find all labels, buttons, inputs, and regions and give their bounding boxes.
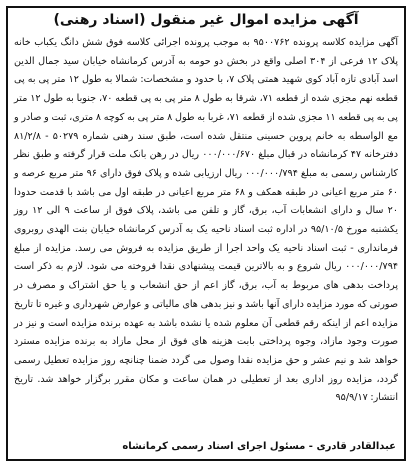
notice-title: آگهی مزایده اموال غیر منقول (اسناد رهنی) [53,12,359,28]
auction-notice [6,6,406,461]
notice-signature: عبدالقادر قادری - مسئول اجرای اسناد رسمی کرمانشاه [122,441,396,452]
notice-body: آگهی مزایده کلاسه پرونده ۹۵۰۰۷۶۲ به موجب پرونده اجرائی کلاسه فوق شش دانگ یکباب خانه پلاک ۱۲ فرعی از ۳۰۴ اصلی واقع در بخش دو حومه به آدرس کرمانشاه خیابان سید جمال الدین اسد آبادی تازه آباد کوی شهید همتی پلاک ۷، با حدود و مشخصات: شمالا به طول ۱۲ متر پی به پی قطعه نهم مجزی شده از قطعه ۷۱، شرقا به طول ۸ متر پی به پی قطعه ۷۰، جنوبا به طول ۱۲ متر پی به پی قطعه ۱۱ مجزی شده از قطعه ۷۱، غربا به طول ۸ متر پی به کوچه ۸ متری، ثبت و صادر و مع الواسطه به خانم پروین حسینی منتقل شده است، طبق سند رهنی شماره ۵۰۲۷۹ - ۸۱/۲/۸ دفترخانه ۴۷ کرمانشاه در قبال مبلغ ۰۰۰/۰۰۰/۶۷۰ ریال در رهن بانک ملت قرار گرفته و طبق نظر کارشناس رسمی به مبلغ ۰۰۰/۰۰۰/۷۹۴ ریال ارزیابی شده و پلاک فوق دارای ۹۶ متر مربع عرصه و ۶۰ متر مربع اعیانی در طبقه همکف و ۶۸ متر مربع اعیانی در طبقه اول می باشد با قدمت حدودا ۲۰ سال و دارای انشعابات آب، برق، گاز و تلفن می باشد، پلاک فوق از ساعت ۹ الی ۱۲ روز یکشنبه مورخ ۹۵/۱۰/۵ در اداره ثبت اسناد ناحیه یک به آدرس کرمانشاه خیابان بنت الهدی روبروی فرمانداری - ثبت اسناد ناحیه یک واحد اجرا از طریق مزایده به فروش می رسد. مزایده از مبلغ ۰۰۰/۰۰۰/۷۹۴ ریال شروع و به بالاترین قیمت پیشنهادی نقدا فروخته می شود. لازم به ذکر است پرداخت بدهی های مربوط به آب، برق، گاز اعم از حق انشعاب و یا حق اشتراک و مصرف در صورتی که مورد مزایده دارای آنها باشد و نیز بدهی های مالیاتی و عوارض شهرداری و غیره تا تاریخ مزایده اعم از اینکه رقم قطعی آن معلوم شده یا نشده باشد به عهده برنده مزایده است و نیز در صورت وجود مازاد، وجوه پرداختی بابت هزینه های فوق از محل مازاد به برنده مزایده مسترد خواهد شد و نیم عشر و حق مزایده نقدا وصول می گردد ضمنا چنانچه روز مزایده تعطیل رسمی گردد، مزایده روز اداری بعد از تعطیلی در همان ساعت و مکان مقرر برگزار خواهد شد. تاریخ انتشار: ۹۵/۹/۱۷ [14,37,399,404]
